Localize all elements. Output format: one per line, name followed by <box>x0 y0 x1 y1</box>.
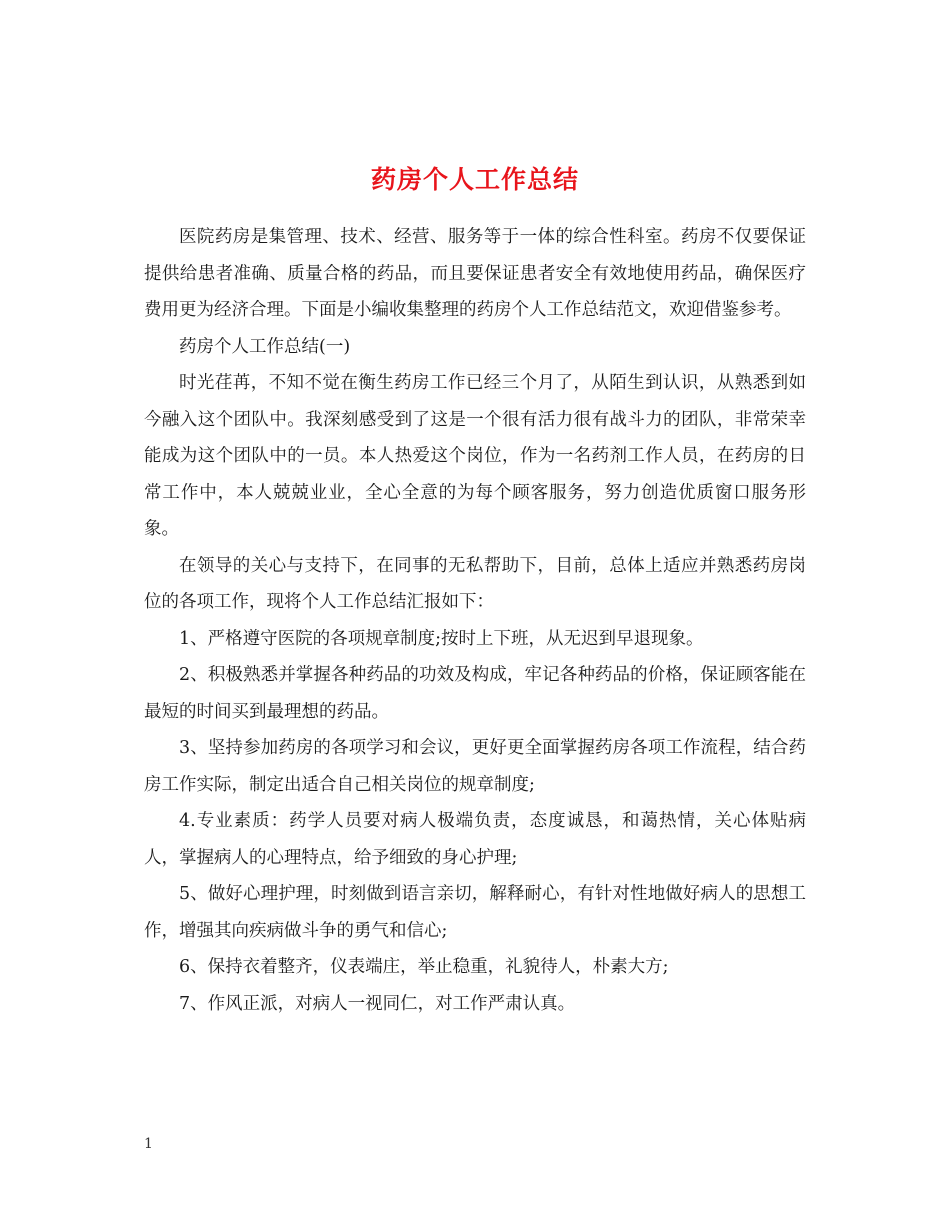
list-item: 7、作风正派，对病人一视同仁，对工作严肃认真。 <box>179 993 576 1014</box>
page-number: 1 <box>144 1136 153 1152</box>
document-body <box>144 219 806 1022</box>
list-item: 2、积极熟悉并掌握各种药品的功效及构成，牢记各种药品的价格，保证顾客能在最短的时间买到最理想的药品。 <box>144 665 806 722</box>
list-item: 4.专业素质：药学人员要对病人极端负责，态度诚恳，和蔼热情，关心体贴病人，掌握病人的心理特点，给予细致的身心护理; <box>144 811 806 868</box>
paragraph: 时光荏苒，不知不觉在衡生药房工作已经三个月了，从陌生到认识，从熟悉到如今融入这个团队中。我深刻感受到了这是一个很有活力很有战斗力的团队，非常荣幸能成为这个团队中的一员。本人热爱这个岗位，作为一名药剂工作人员，在药房的日常工作中，本人兢兢业业，全心全意的为每个顾客服务，努力创造优质窗口服务形象。 <box>144 373 806 539</box>
list-item: 6、保持衣着整齐，仪表端庄，举止稳重，礼貌待人，朴素大方; <box>179 957 669 977</box>
list-item: 1、严格遵守医院的各项规章制度;按时上下班，从无迟到早退现象。 <box>179 628 704 649</box>
page-title: 药房个人工作总结 <box>370 164 579 194</box>
list-item: 3、坚持参加药房的各项学习和会议，更好更全面掌握药房各项工作流程，结合药房工作实际，制定出适合自己相关岗位的规章制度; <box>144 738 806 795</box>
section-heading: 药房个人工作总结(一) <box>179 336 351 357</box>
list-item: 5、做好心理护理，时刻做到语言亲切，解释耐心，有针对性地做好病人的思想工作，增强其向疾病做斗争的勇气和信心; <box>144 884 806 941</box>
paragraph-intro: 医院药房是集管理、技术、经营、服务等于一体的综合性科室。药房不仅要保证提供给患者准确、质量合格的药品，而且要保证患者安全有效地使用药品，确保医疗费用更为经济合理。下面是小编收集整理的药房个人工作总结范文，欢迎借鉴参考。 <box>144 227 806 320</box>
paragraph: 在领导的关心与支持下，在同事的无私帮助下，目前，总体上适应并熟悉药房岗位的各项工作，现将个人工作总结汇报如下： <box>144 555 806 612</box>
